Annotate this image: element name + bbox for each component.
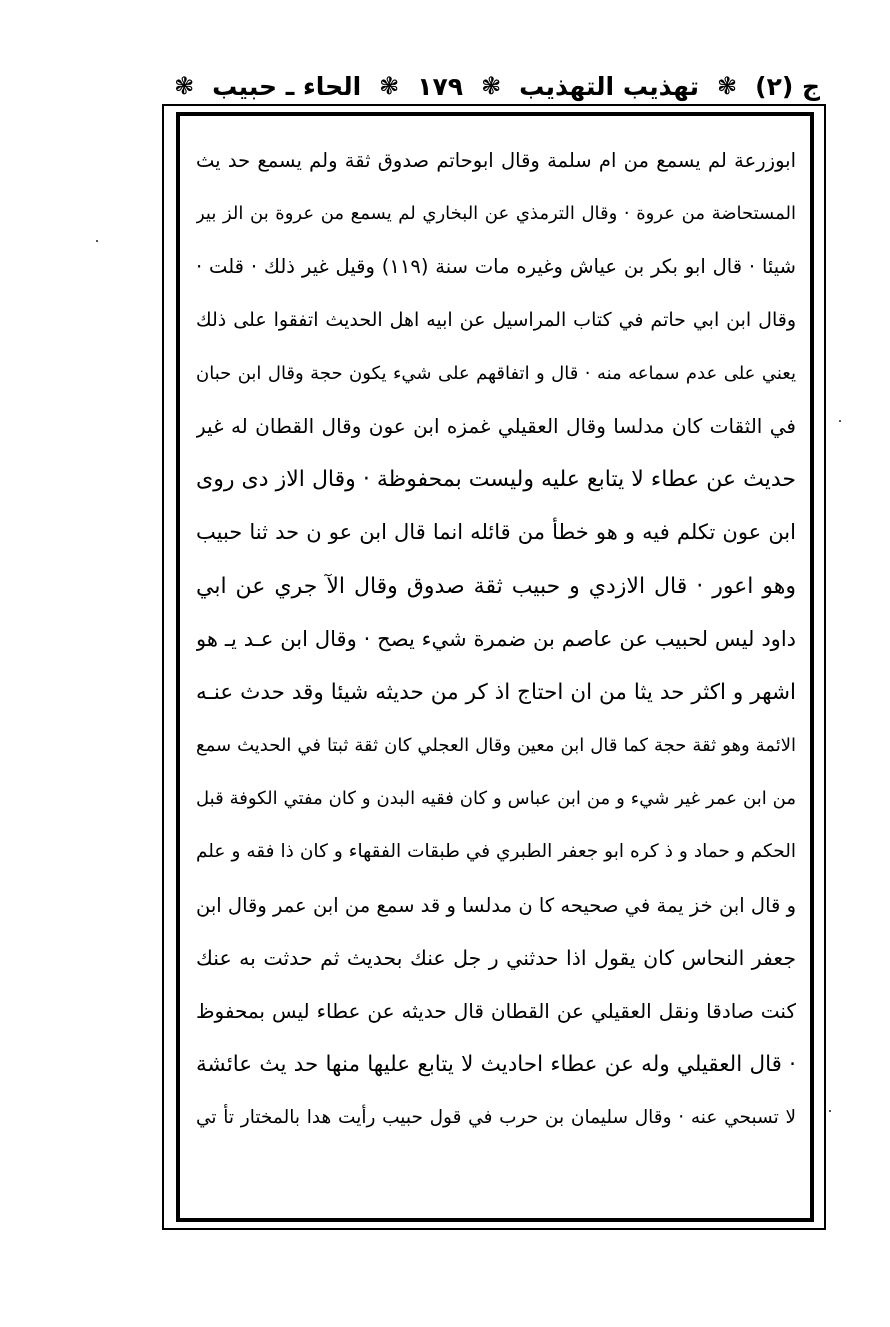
text-line: داود ليس لحبيب عن عاصم بن ضمرة شيء يصح · وقال ابن عـد يـ هو	[196, 626, 796, 651]
volume-label: ج (٢)	[755, 71, 820, 101]
text-line: في الثقات كان مدلسا وقال العقيلي غمزه ابن عون وقال القطان له غير	[196, 413, 796, 438]
text-line: يعني على عدم سماعه منه · قال و اتفاقهم على شيء يكون حجة وقال ابن حبان	[196, 362, 796, 384]
text-line: لا تسبحي عنه · وقال سليمان بن حرب في قول حبيب رأيت هدا بالمختار تأ تي	[196, 1107, 796, 1129]
text-line: المستحاضة من عروة · وقال الترمذي عن البخاري لم يسمع من عروة بن الز بير	[196, 203, 796, 225]
text-line: ابن عون تكلم فيه و هو خطأ من قائله انما قال ابن عو ن حد ثنا حبيب	[196, 520, 796, 545]
text-line: الحكم و حماد و ذ كره ابو جعفر الطبري في طبقات الفقهاء و كان ذا فقه و علم	[196, 841, 796, 863]
ornament-icon: ❃	[379, 72, 400, 100]
text-line: شيئا · قال ابو بكر بن عياش وغيره مات سنة (١١٩) وقيل غير ذلك · قلت ·	[196, 255, 796, 279]
text-line: الائمة وهو ثقة حجة كما قال ابن معين وقال العجلي كان ثقة ثبتا في الحديث سمع	[196, 735, 796, 757]
text-line: و قال ابن خز يمة في صحيحه كا ن مدلسا و قد سمع من ابن عمر وقال ابن	[196, 893, 796, 917]
ornament-icon: ❃	[481, 72, 502, 100]
text-line: حديث عن عطاء لا يتابع عليه وليست بمحفوظة · وقال الاز دى روى	[196, 467, 796, 493]
page-number: ١٧٩	[417, 71, 464, 101]
text-line: · قال العقيلي وله عن عطاء احاديث لا يتابع عليها منها حد يث عائشة	[196, 1052, 796, 1078]
body-text	[196, 134, 796, 1145]
section-title: الحاء ـ حبيب	[212, 71, 362, 101]
scan-speck	[829, 1110, 831, 1112]
text-line: ابوزرعة لم يسمع من ام سلمة وقال ابوحاتم صدوق ثقة ولم يسمع حد يث	[196, 149, 796, 172]
text-line: وقال ابن ابي حاتم في كتاب المراسيل عن ابيه اهل الحديث اتفقوا على ذلك	[196, 308, 796, 331]
book-title: تهذيب التهذيب	[519, 71, 700, 101]
scan-speck	[839, 420, 841, 422]
text-line: كنت صادقا ونقل العقيلي عن القطان قال حديثه عن عطاء ليس بمحفوظ	[196, 999, 796, 1023]
text-line: وهو اعور · قال الازدي و حبيب ثقة صدوق وقال الآ جري عن ابي	[196, 573, 796, 599]
text-line: من ابن عمر غير شيء و من ابن عباس و كان فقيه البدن و كان مفتي الكوفة قبل	[196, 788, 796, 810]
ornament-icon: ❃	[717, 72, 738, 100]
page-header	[168, 66, 820, 106]
text-line: جعفر النحاس كان يقول اذا حدثني ر جل عنك بحديث ثم حدثت به عنك	[196, 945, 796, 970]
scan-speck	[96, 240, 98, 242]
ornament-icon: ❃	[174, 72, 195, 100]
text-line: اشهر و اكثر حد يثا من ان احتاج اذ كر من حديثه شيئا وقد حدث عنـه	[196, 679, 796, 705]
